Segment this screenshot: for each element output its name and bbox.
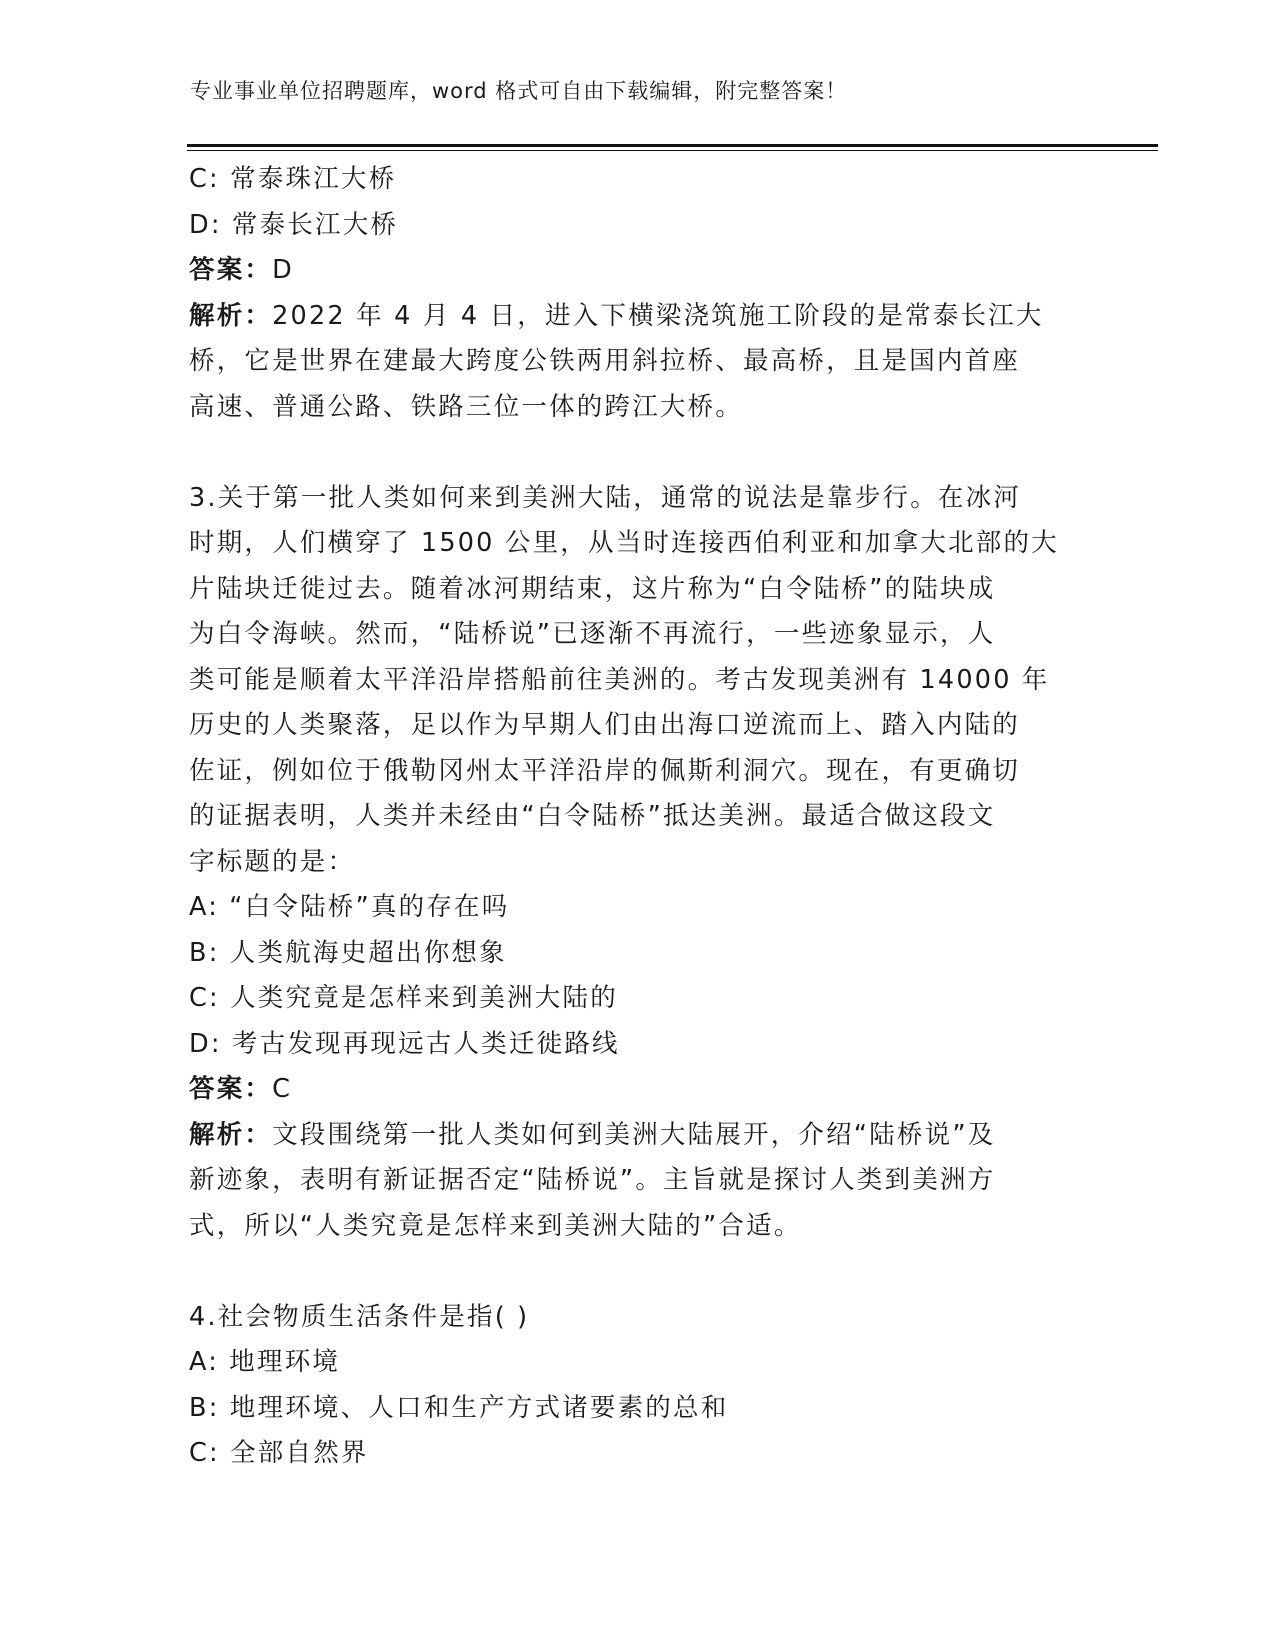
q3-analysis-line-3: 式，所以“人类究竟是怎样来到美洲大陆的”合适。	[189, 1210, 802, 1241]
header-rule-thin	[187, 150, 1158, 151]
q2-analysis-text-1: 2022 年 4 月 4 日，进入下横梁浇筑施工阶段的是常泰长江大	[272, 300, 1044, 331]
q3-option-b: B: 人类航海史超出你想象	[189, 937, 507, 968]
q2-option-c: C: 常泰珠江大桥	[189, 164, 397, 194]
q3-analysis-text-1: 文段围绕第一批人类如何到美洲大陆展开，介绍“陆桥说”及	[272, 1119, 996, 1150]
q3-analysis-label: 解析：	[189, 1119, 273, 1150]
q4-option-c: C: 全部自然界	[189, 1438, 369, 1468]
q4-stem: 4.社会物质生活条件是指( )	[189, 1301, 530, 1332]
q4-option-a: A: 地理环境	[189, 1347, 341, 1377]
spacer	[189, 430, 1069, 476]
q2-option-d: D: 常泰长江大桥	[189, 209, 399, 240]
q3-stem-line-2: 时期，人们横穿了 1500 公里，从当时连接西伯利亚和加拿大北部的大	[189, 528, 1059, 558]
q2-analysis-line-2: 桥，它是世界在建最大跨度公铁两用斜拉桥、最高桥，且是国内首座	[189, 346, 1021, 376]
q2-analysis-line-3: 高速、普通公路、铁路三位一体的跨江大桥。	[189, 391, 744, 422]
page-header: 专业事业单位招聘题库，word 格式可自由下载编辑，附完整答案！	[190, 79, 848, 103]
q2-answer-label: 答案：	[189, 255, 273, 285]
document-body	[189, 157, 1069, 1477]
q3-stem-line-4: 为白令海峡。然而，“陆桥说”已逐渐不再流行，一些迹象显示，人	[189, 619, 996, 649]
q3-stem-line-9: 字标题的是：	[189, 846, 356, 877]
q3-option-d: D: 考古发现再现远古人类迁徙路线	[189, 1028, 620, 1059]
q3-stem-line-7: 佐证，例如位于俄勒冈州太平洋沿岸的佩斯利洞穴。现在，有更确切	[189, 755, 1021, 786]
q2-analysis-label: 解析：	[189, 300, 273, 331]
q3-option-c: C: 人类究竟是怎样来到美洲大陆的	[189, 983, 618, 1013]
q3-answer	[189, 1067, 1069, 1113]
q2-answer-value: D	[272, 255, 294, 285]
q2-answer	[189, 248, 1069, 294]
q3-stem-line-3: 片陆块迁徙过去。随着冰河期结束，这片称为“白令陆桥”的陆块成	[189, 573, 996, 604]
q3-stem-line-1: 3.关于第一批人类如何来到美洲大陆，通常的说法是靠步行。在冰河	[189, 482, 1022, 513]
q3-stem-line-6: 历史的人类聚落，足以作为早期人们由出海口逆流而上、踏入内陆的	[189, 710, 1021, 740]
q3-stem-line-5: 类可能是顺着太平洋沿岸搭船前往美洲的。考古发现美洲有 14000 年	[189, 664, 1050, 695]
header-rule-thick	[187, 144, 1158, 147]
q3-stem-line-8: 的证据表明，人类并未经由“白令陆桥”抵达美洲。最适合做这段文	[189, 801, 996, 831]
q4-option-b: B: 地理环境、人口和生产方式诸要素的总和	[189, 1392, 729, 1423]
q3-analysis-line-1	[189, 1113, 1069, 1159]
q3-answer-label: 答案：	[189, 1074, 273, 1104]
q3-option-a: A: “白令陆桥”真的存在吗	[189, 892, 510, 922]
q3-answer-value: C	[272, 1074, 293, 1104]
q2-analysis-line-1	[189, 294, 1069, 340]
q3-analysis-line-2: 新迹象，表明有新证据否定“陆桥说”。主旨就是探讨人类到美洲方	[189, 1165, 996, 1195]
spacer	[189, 1249, 1069, 1295]
